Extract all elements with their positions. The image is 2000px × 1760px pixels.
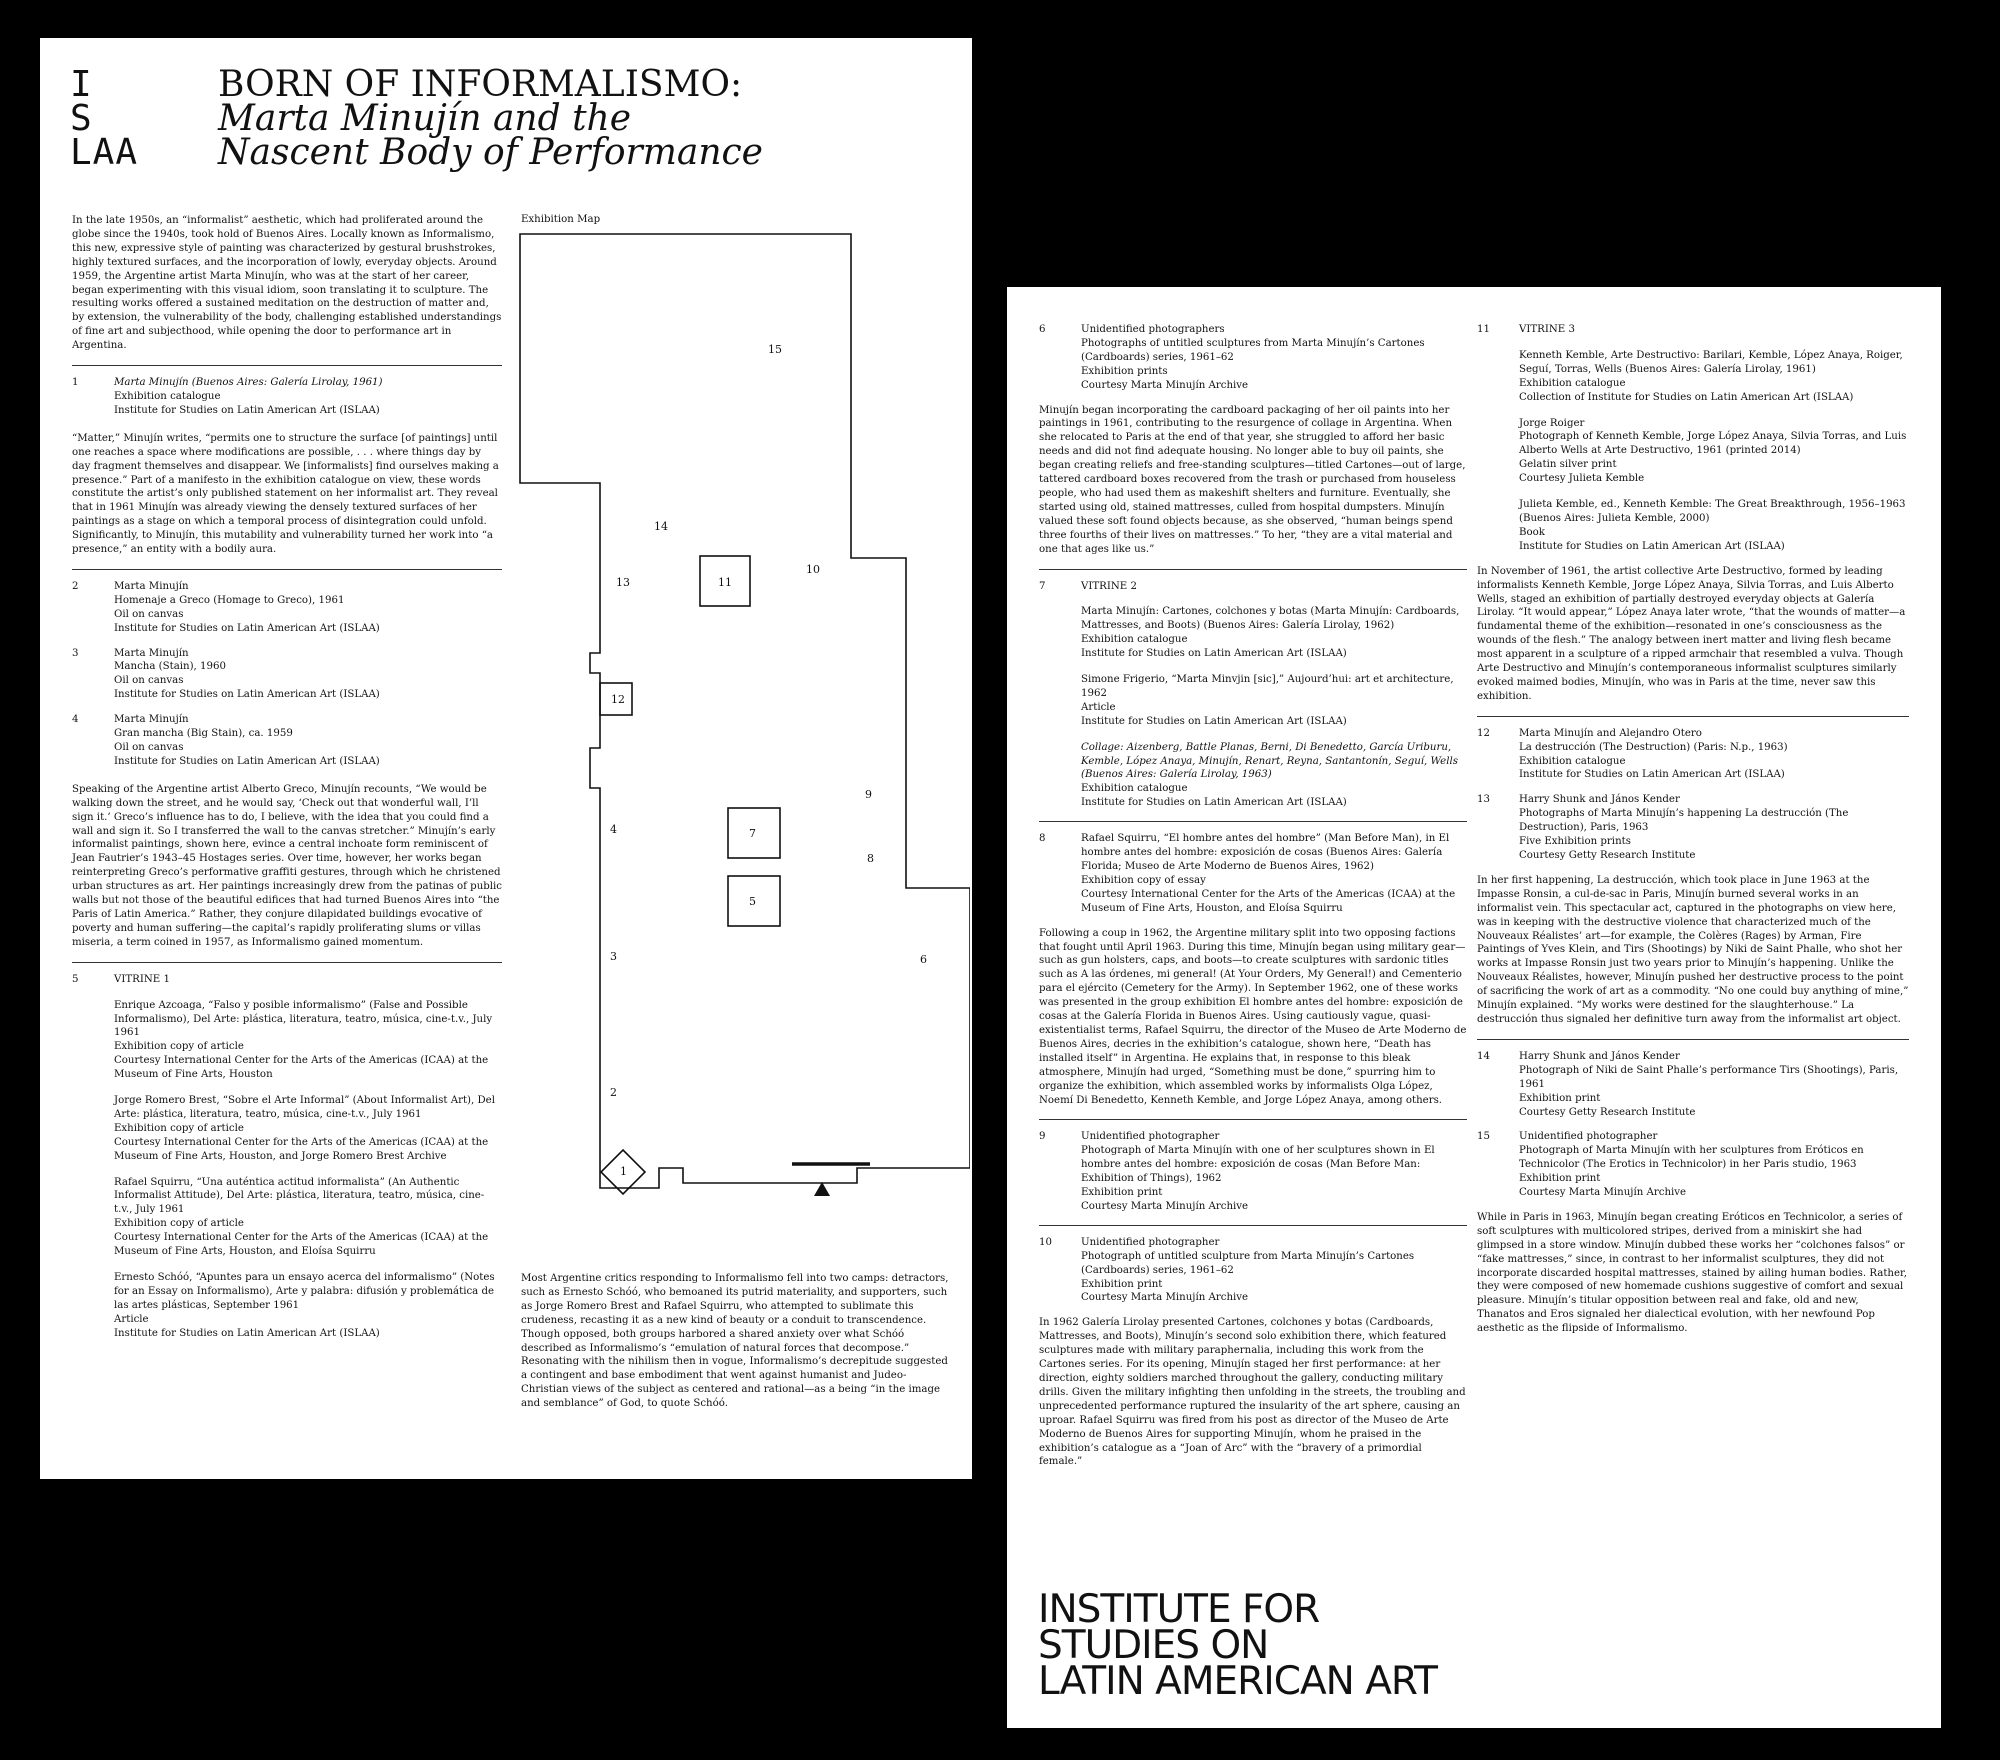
entry-line: Exhibition copy of article (114, 1122, 244, 1134)
entry-line: Marta Minujín and Alejandro Otero (1519, 727, 1702, 739)
entry-line: Exhibition catalogue (1081, 634, 1188, 646)
entry-line: Institute for Studies on Latin American Art (ISLAA) (114, 689, 380, 701)
entry-line: Photograph of untitled sculpture from Marta Minujín’s Cartones (Cardboards) series, 1961–62 (1081, 1250, 1415, 1276)
entry-line: Courtesy Getty Research Institute (1519, 850, 1696, 861)
list-item (1039, 832, 1467, 915)
divider (1039, 821, 1467, 822)
divider (72, 569, 502, 570)
entry-line: Marta Minujín (Buenos Aires: Galería Lirolay, 1961) (114, 377, 383, 389)
entry-line: Courtesy Getty Research Institute (1519, 1106, 1696, 1118)
divider (72, 365, 502, 366)
vitrine-item (114, 1176, 502, 1259)
entry-line: Gran mancha (Big Stain), ca. 1959 (114, 728, 293, 740)
vitrine-item (1081, 741, 1467, 811)
title-line: BORN OF INFORMALISMO: (218, 64, 743, 105)
vitrine-1 (72, 973, 502, 1341)
entry-number: 10 (1039, 1236, 1052, 1248)
left-column (72, 214, 502, 1352)
body-paragraph: “Matter,” Minujín writes, “permits one to structure the surface [of paintings] until one reaches a space where modifications are possible, . . . where things day by day fragment themselves and disappear. We [informalists] find ourselves making a presence.” Part of a manifesto in the exhibition catalogue on view, these words constitute the artist’s only published statement on her informalist art. They reveal that in 1961 Minujín was already viewing the densely textured surfaces of her paintings as a stage on which a temporal process of disintegration could unfold. Significantly, to Minujín, this mutability and vulnerability turned her work into “a presence,” an entity with a bodily aura. (72, 432, 499, 556)
left-column (1039, 323, 1467, 1481)
map-number-15: 15 (768, 343, 782, 356)
wordmark-line: INSTITUTE FOR (1038, 1587, 1320, 1632)
map-number-1: 1 (620, 1165, 627, 1178)
entry-line: Five Exhibition prints (1519, 836, 1631, 848)
list-item (1477, 1050, 1909, 1120)
entry-line: Rafael Squirru, “Una auténtica actitud informalista” (An Authentic Informalist Attitude), Del Arte: plástica, literatura, teatro, música, cine-t.v., July 1961 (114, 1176, 485, 1216)
vitrine-item (1519, 417, 1909, 487)
map-number-14: 14 (654, 520, 668, 533)
entry-line: Exhibition print (1519, 1092, 1601, 1104)
entry-line: Article (114, 1313, 149, 1325)
entry-line: Marta Minujín (114, 714, 189, 726)
entry-line: Unidentified photographer (1081, 1131, 1220, 1143)
vitrine-3 (1477, 323, 1909, 554)
entry-line: Exhibition catalogue (114, 390, 221, 402)
right-column-bottom (521, 1272, 953, 1423)
vitrine-2 (1039, 580, 1467, 811)
entry-line: Marta Minujín (114, 647, 189, 659)
entry-line: Photograph of Niki de Saint Phalle’s performance Tirs (Shootings), Paris, 1961 (1519, 1064, 1899, 1090)
vitrine-item (1519, 498, 1909, 554)
vitrine-item (114, 999, 502, 1082)
entry-number: 11 (1477, 324, 1490, 335)
title-line: Nascent Body of Performance (218, 132, 763, 173)
entry-line: Courtesy International Center for the Arts of the Americas (ICAA) at the Museum of Fine Arts, Houston (114, 1055, 489, 1081)
vitrine-heading: VITRINE 1 (114, 973, 170, 985)
entry-line: Exhibition print (1081, 1278, 1163, 1290)
entry-number: 3 (72, 647, 79, 659)
entry-line: Courtesy Julieta Kemble (1519, 473, 1645, 485)
entry-number: 7 (1039, 580, 1046, 592)
body-paragraph: Minujín began incorporating the cardboard packaging of her oil paints into her paintings in 1961, contributing to the resurgence of collage in Argentina. When she relocated to Paris at the end of that year, she struggled to afford her basic needs and did not find adequate housing. No longer able to buy oil paints, she began creating reliefs and free-standing sculptures—titled Cartones—out of large, tattered cardboard boxes recovered from the trash or purchased from houseless people, who had used them as makeshift shelters and furniture. Eventually, she started using old, stained mattresses, culled from hospital dumpsters. Minujín valued these soft found objects because, as she observed, “human beings spend three fourths of their lives on mattresses.” To her, “they are a vital material and one that ages like us.” (1039, 404, 1466, 555)
entrance-arrow-icon (814, 1182, 830, 1196)
list-item (72, 580, 502, 636)
list-item (72, 647, 502, 703)
entry-line: Marta Minujín (114, 580, 189, 592)
divider (72, 962, 502, 963)
entry-line: Courtesy Marta Minujín Archive (1081, 379, 1249, 391)
entry-line: La destrucción (The Destruction) (Paris: N.p., 1963) (1519, 741, 1788, 753)
body-paragraph: While in Paris in 1963, Minujín began creating Eróticos en Technicolor, a series of soft sculptures with multicolored stripes, derived from a miniskirt she had glimpsed in a store window. Minujín dubbed these works her “colchones falsos” or “fake mattresses,” since, in contrast to her informalist sculptures, they did not incorporate discarded hospital mattresses, stained by ailing human bodies. Rather, they were composed of new homemade cushions suggestive of comfort and sexual pleasure. Minujín’s titular opposition between real and fake, old and new, Thanatos and Eros signaled her dialectical evolution, with her newfound Pop aesthetic as the flipside of Informalismo. (1477, 1211, 1907, 1335)
entry-line: Photograph of Marta Minujín with her sculptures from Eróticos en Technicolor (The Erotics in Technicolor) in her Paris studio, 1963 (1519, 1145, 1864, 1171)
entry-line: Courtesy Marta Minujín Archive (1081, 1200, 1249, 1212)
entry-number: 5 (72, 973, 79, 985)
entry-number: 2 (72, 580, 79, 592)
acronym-line: LAA (70, 132, 139, 173)
vitrine-item (1081, 673, 1467, 729)
entry-line: Exhibition catalogue (1519, 755, 1626, 767)
acronym-line: S (70, 98, 93, 139)
wordmark-line: LATIN AMERICAN ART (1038, 1659, 1437, 1704)
wordmark-line: STUDIES ON (1038, 1623, 1269, 1668)
entry-line: Exhibition copy of article (114, 1218, 244, 1230)
divider (1039, 569, 1467, 570)
entry-line: Julieta Kemble, ed., Kenneth Kemble: The Great Breakthrough, 1956–1963 (Buenos Aires: Julieta Kemble, 2000) (1519, 499, 1906, 524)
body-paragraph: Speaking of the Argentine artist Alberto Greco, Minujín recounts, “We would be walking down the street, and he would say, ‘Check out that wonderful wall, I’ll sign it.’ Greco’s influence has to do, I believe, with the idea that you could find a wall and sign it. So I transferred the wall to the canvas stretcher.” Minujín’s early informalist paintings, shown here, evince a central inchoate form reminiscent of Jean Fautrier’s 1943–45 Hostages series. Over time, however, her works began reinterpreting Greco’s performative graffiti gestures, through which he christened urban structures as art. Her paintings increasingly drew from the patinas of public walls but not those of the beautiful edifices that had turned Buenos Aires into “the Paris of Latin America.” Rather, they conjure dilapidated buildings evocative of poverty and human suffering—the capital’s rapidly proliferating slums or villas miseria, a term coined in 1957, as Informalismo gained momentum. (72, 783, 503, 948)
entry-line: Photographs of untitled sculptures from Marta Minujín’s Cartones (Cardboards) series, 1961–62 (1081, 337, 1425, 363)
entry-number: 8 (1039, 833, 1046, 845)
body-paragraph: In her first happening, La destrucción, which took place in June 1963 at the Impasse Ronsin, a cul-de-sac in Paris, Minujín burned several works in an informalist vein. This spectacular act, captured in the photographs on view here, was in keeping with the destructive violence that characterized much of the Nouveaux Réalistes’ art—for example, the Colères (Rages) by Arman, Fire Paintings of Yves Klein, and Tirs (Shootings) by Niki de Saint Phalle, who shot her works at Impasse Ronsin just two years prior to Minujín’s happening. Unlike the Nouveaux Réalistes, however, Minujín pushed her destructive process to the point of sacrificing the work of art as a commodity. “No one could buy anything of mine,” Minujín explained. “My works were destined for the slaughterhouse.” La destrucción thus signaled her definitive turn away from the informalist art object. (1477, 874, 1909, 1025)
entry-line: Harry Shunk and János Kender (1519, 794, 1680, 806)
vitrine-item (114, 1094, 502, 1164)
list-item (1039, 1236, 1467, 1306)
entry-line: Harry Shunk and János Kender (1519, 1050, 1680, 1062)
entry-line: Mancha (Stain), 1960 (114, 661, 226, 673)
body-paragraph: Following a coup in 1962, the Argentine military split into two opposing factions that fought until April 1963. During this time, Minujín began using military gear—such as gun holsters, caps, and boots—to create sculptures with sardonic titles such as A las órdenes, mi general! (At Your Orders, My General!) and Cementerio para el ejército (Cemetery for the Army). In September 1962, one of these works was presented in the group exhibition El hombre antes del hombre: exposición de cosas at the Galería Florida in Buenos Aires. Using cautiously vague, quasi-existentialist terms, Rafael Squirru, the director of the Museo de Arte Moderno de Buenos Aires, decries in the exhibition’s catalogue, shown here, “Death has installed itself” in Argentina. He explains that, in response to this bleak atmosphere, Minujín had urged, “Something must be done,” spurring him to organize the exhibition, which assembled works by informalists Olga López, Noemí Di Benedetto, Kenneth Kemble, and Jorge López Anaya, among others. (1039, 927, 1467, 1106)
entry-line: Unidentified photographer (1519, 1131, 1658, 1143)
entry-line: Photograph of Marta Minujín with one of her sculptures shown in El hombre antes del hombre: exposición de cosas (Man Before Man: Exhibition of Things), 1962 (1081, 1145, 1435, 1185)
vitrine-item (1519, 349, 1909, 405)
entry-line: Oil on canvas (114, 675, 184, 687)
entry-line: Marta Minujín: Cartones, colchones y botas (Marta Minujín: Cardboards, Mattresses, and Boots) (Buenos Aires: Galería Lirolay, 1962) (1081, 606, 1460, 632)
acronym-line: I (70, 64, 93, 105)
entry-line: Courtesy Marta Minujín Archive (1519, 1187, 1687, 1199)
entry-number: 13 (1477, 794, 1490, 806)
body-paragraph: Most Argentine critics responding to Informalismo fell into two camps: detractors, such as Ernesto Schóó, who bemoaned its putrid materiality, and supporters, such as Jorge Romero Brest and Rafael Squirru, who attempted to sublimate this crudeness, recasting it as a new kind of beauty or a conduit to transcendence. Though opposed, both groups harbored a shared anxiety over what Schóó described as Informalismo’s “emulation of natural forces that decompose.” Resonating with the nihilism then in vogue, Informalismo’s decrepitude suggested a contingent and base embodiment that went against humanist and Judeo-Christian views of the subject as centered and rational—as a being “in the image and semblance” of God, to quote Schóó. (521, 1273, 949, 1410)
title-line: Marta Minujín and the (218, 98, 632, 139)
map-number-13: 13 (616, 576, 630, 589)
entry-line: Ernesto Schóó, “Apuntes para un ensayo acerca del informalismo” (Notes for an Essay on Informalismo), Arte y palabra: difusión y problemática de las artes plásticas, September 1961 (114, 1272, 495, 1311)
entry-number: 12 (1477, 727, 1490, 739)
divider (1039, 1119, 1467, 1120)
entry-number: 4 (72, 714, 79, 726)
list-item (1477, 1130, 1909, 1200)
entry-line: Institute for Studies on Latin American Art (ISLAA) (1519, 540, 1785, 552)
list-item (1477, 727, 1909, 783)
page-title (218, 64, 763, 173)
map-number-7: 7 (749, 827, 756, 840)
entry-line: Unidentified photographer (1081, 1236, 1220, 1248)
entry-line: Article (1081, 701, 1116, 713)
entry-number: 1 (72, 377, 79, 389)
map-number-12: 12 (611, 693, 625, 706)
entry-number: 9 (1039, 1131, 1046, 1143)
entry-line: Homenaje a Greco (Homage to Greco), 1961 (114, 594, 345, 606)
entry-line: Collage: Aizenberg, Battle Planas, Berni, Di Benedetto, García Uriburu, Kemble, López Anaya, Minujín, Renart, Reyna, Santantonín, Seguí, Wells (Buenos Aires: Galería Lirolay, 1963) (1081, 741, 1458, 781)
poster-sheet-right (1007, 287, 1941, 1728)
intro-paragraph: In the late 1950s, an “informalist” aesthetic, which had proliferated around the globe since the 1940s, took hold of Buenos Aires. Locally known as Informalismo, this new, expressive style of painting was characterized by gestural brushstrokes, highly textured surfaces, and the incorporation of lowly, everyday objects. Around 1959, the Argentine artist Marta Minujín, who was at the start of her career, began experimenting with this visual idiom, soon translating it to sculpture. The resulting works offered a sustained meditation on the destruction of matter and, by extension, the vulnerability of the body, challenging established understandings of fine art and subjecthood, while opening the door to performance art in Argentina. (72, 215, 502, 352)
institute-wordmark (1038, 1587, 1437, 1704)
map-floorplan-outline (520, 234, 970, 1188)
divider (1477, 716, 1909, 717)
entry-line: Unidentified photographers (1081, 324, 1225, 335)
right-column (1477, 323, 1909, 1348)
map-number-9: 9 (865, 788, 872, 801)
map-number-4: 4 (610, 823, 617, 836)
entry-line: Kenneth Kemble, Arte Destructivo: Barilari, Kemble, López Anaya, Roiger, Seguí, Torras, Wells (Buenos Aires: Galería Lirolay, 1961) (1519, 349, 1903, 375)
entry-line: Institute for Studies on Latin American Art (ISLAA) (1081, 797, 1347, 809)
list-item (72, 713, 502, 769)
entry-line: Oil on canvas (114, 742, 184, 753)
entry-line: Exhibition catalogue (1519, 377, 1626, 389)
map-number-2: 2 (610, 1086, 617, 1099)
entry-line: Institute for Studies on Latin American Art (ISLAA) (114, 404, 380, 416)
exhibition-map (510, 228, 970, 1288)
entry-line: Institute for Studies on Latin American Art (ISLAA) (114, 755, 380, 767)
map-number-6: 6 (920, 953, 927, 966)
entry-line: Collection of Institute for Studies on Latin American Art (ISLAA) (1519, 391, 1854, 403)
entry-line: Institute for Studies on Latin American Art (ISLAA) (1081, 715, 1347, 727)
list-item (1477, 793, 1909, 863)
entry-line: Institute for Studies on Latin American Art (ISLAA) (114, 1327, 380, 1339)
entry-line: Rafael Squirru, “El hombre antes del hombre” (Man Before Man), in El hombre antes del hombre: exposición de cosas (Buenos Aires: Galería Florida; Museo de Arte Moderno de Buenos Aires, 1962) (1081, 833, 1450, 872)
map-number-11: 11 (718, 576, 732, 589)
entry-line: Exhibition print (1519, 1173, 1601, 1185)
entry-line: Courtesy International Center for the Arts of the Americas (ICAA) at the Museum of Fine Arts, Houston, and Eloísa Squirru (1081, 888, 1456, 914)
map-label: Exhibition Map (521, 214, 601, 225)
entry-line: Institute for Studies on Latin American Art (ISLAA) (114, 622, 380, 634)
entry-line: Enrique Azcoaga, “Falso y posible informalismo” (False and Possible Informalismo), Del Arte: plástica, literatura, teatro, música, cine-t.v., July 1961 (114, 999, 493, 1039)
entry-line: Oil on canvas (114, 608, 184, 620)
entry-number: 6 (1039, 324, 1046, 335)
map-number-3: 3 (610, 950, 617, 963)
map-number-5: 5 (749, 895, 756, 908)
poster-sheet-left (40, 38, 972, 1479)
list-item (1039, 323, 1467, 393)
entry-line: Exhibition prints (1081, 365, 1168, 377)
entry-line: Courtesy International Center for the Arts of the Americas (ICAA) at the Museum of Fine Arts, Houston, and Jorge Romero Brest Archive (114, 1136, 489, 1162)
entry-number: 14 (1477, 1050, 1490, 1062)
vitrine-heading: VITRINE 3 (1519, 324, 1575, 335)
entry-line: Exhibition copy of article (114, 1041, 244, 1053)
entry-line: Photograph of Kenneth Kemble, Jorge López Anaya, Silvia Torras, and Luis Alberto Wells at Arte Destructivo, 1961 (printed 2014) (1519, 431, 1907, 457)
entry-line: Courtesy Marta Minujín Archive (1081, 1292, 1249, 1304)
entry-line: Photographs of Marta Minujín’s happening La destrucción (The Destruction), Paris, 1963 (1519, 808, 1849, 834)
entry-line: Jorge Roiger (1519, 417, 1585, 429)
body-paragraph: In 1962 Galería Lirolay presented Cartones, colchones y botas (Cardboards, Mattresses, and Boots), Minujín’s second solo exhibition there, which featured sculptures made with military paraphernalia, including this work from the Cartones series. For its opening, Minujín staged her first performance: at her direction, eighty soldiers marched throughout the gallery, conducting military drills. Given the military infighting then unfolding in the streets, the troubling and unprecedented performance ruptured the insularity of the art sphere, causing an uproar. Rafael Squirru was fired from his post as director of the Museo de Arte Moderno de Buenos Aires for supporting Minujín, whom he praised in the exhibition’s catalogue as a “Joan of Arc” with the “bravery of a primordial female.” (1039, 1317, 1466, 1468)
vitrine-item (1081, 605, 1467, 661)
entry-line: Jorge Romero Brest, “Sobre el Arte Informal” (About Informalist Art), Del Arte: plástica, literatura, teatro, música, cine-t.v., July 1961 (114, 1095, 495, 1120)
map-number-8: 8 (867, 852, 874, 865)
divider (1039, 1225, 1467, 1226)
entry-line: Exhibition copy of essay (1081, 874, 1206, 886)
entry-line: Courtesy International Center for the Arts of the Americas (ICAA) at the Museum of Fine Arts, Houston, and Eloísa Squirru (114, 1232, 489, 1258)
divider (1477, 1039, 1909, 1040)
list-item (1039, 1130, 1467, 1213)
body-paragraph: In November of 1961, the artist collective Arte Destructivo, formed by leading informalists Kenneth Kemble, Jorge López Anaya, Silvia Torras, and Luis Alberto Wells, staged an exhibition of partially destroyed everyday objects at Galería Lirolay. “It would appear,” López Anaya later wrote, “that the wounds of matter—a fundamental theme of the exhibition—resonated in one’s consciousness as the wounds of the flesh.” The analogy between inert matter and living flesh became most apparent in a sculpture of a ripped armchair that resembled a vulva. Though Arte Destructivo and Minujín’s contemporaneous informalist sculptures similarly evoked maimed bodies, Minujín, who was in Paris at the time, never saw this exhibition. (1477, 565, 1906, 702)
entry-line: Gelatin silver print (1519, 459, 1617, 471)
map-number-10: 10 (806, 563, 820, 576)
list-item (72, 376, 502, 418)
entry-line: Exhibition catalogue (1081, 783, 1188, 795)
islaa-acronym (70, 64, 139, 173)
vitrine-heading: VITRINE 2 (1081, 580, 1137, 592)
entry-line: Book (1519, 526, 1545, 538)
entry-line: Institute for Studies on Latin American Art (ISLAA) (1081, 648, 1347, 660)
entry-line: Institute for Studies on Latin American Art (ISLAA) (1519, 769, 1785, 781)
vitrine-item (114, 1271, 502, 1341)
entry-line: Simone Frigerio, “Marta Minvjin [sic],” Aujourd’hui: art et architecture, 1962 (1081, 674, 1454, 699)
entry-line: Exhibition print (1081, 1187, 1163, 1199)
entry-number: 15 (1477, 1131, 1490, 1143)
